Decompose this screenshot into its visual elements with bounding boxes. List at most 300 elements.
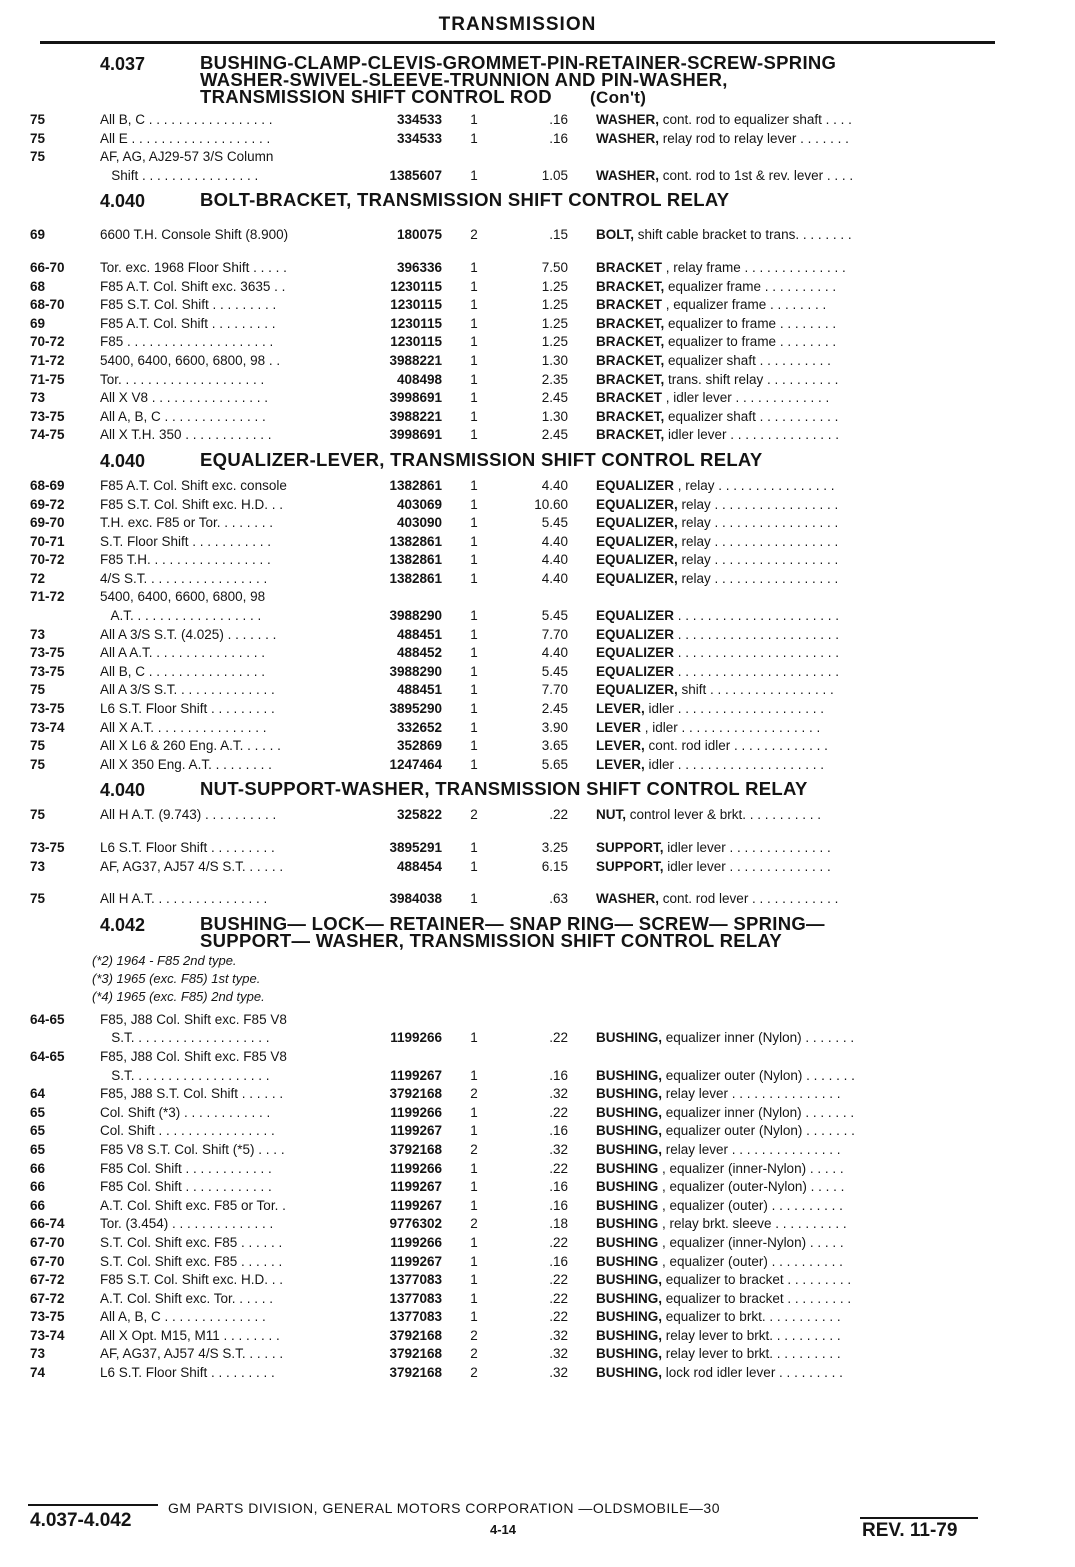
price: 2.35	[541, 371, 568, 387]
price: 5.45	[541, 515, 568, 531]
section-number: 4.040	[100, 780, 146, 801]
section-heading	[30, 191, 1005, 212]
model-year: 68-70	[30, 297, 65, 313]
quantity: 1	[470, 371, 478, 387]
section-title-line	[200, 778, 1005, 800]
part-name: LEVER,	[596, 701, 645, 717]
parts-listing	[30, 50, 1005, 1389]
parts-rows	[30, 1011, 1005, 1383]
application: Tor. (3.454) . . . . . . . . . . . . . .	[100, 1216, 274, 1232]
model-year: 69	[30, 227, 46, 243]
quantity: 1	[470, 840, 478, 855]
part-number: 403069	[396, 496, 442, 512]
part-detail: idler lever . . . . . . . . . . . . . .	[663, 840, 831, 855]
part-number: 1199267	[390, 1067, 442, 1083]
parts-rows	[30, 111, 1005, 185]
section-number: 4.040	[100, 450, 146, 471]
part-number: 1385607	[389, 167, 442, 183]
part-detail: . . . . . . . . . . . . . . . . . . . . . .	[674, 663, 840, 679]
part-name: BUSHING	[596, 1253, 659, 1269]
model-year: 67-72	[30, 1272, 65, 1288]
price: 5.45	[541, 608, 568, 624]
part-name: EQUALIZER,	[596, 570, 678, 586]
section-heading	[30, 54, 1005, 106]
price: .16	[549, 112, 568, 127]
model-year: 75	[30, 112, 46, 127]
part-detail: equalizer shaft . . . . . . . . . . .	[664, 408, 839, 424]
model-year: 72	[30, 570, 46, 586]
price: 7.70	[541, 626, 568, 642]
part-number: 1377083	[389, 1272, 442, 1288]
description	[568, 477, 988, 496]
part-detail: control lever & brkt. . . . . . . . . . .	[626, 807, 822, 823]
section	[30, 912, 1005, 1383]
price: .18	[549, 1216, 568, 1232]
table-row	[30, 259, 1005, 278]
price: .32	[549, 1346, 568, 1362]
part-number: 1382861	[389, 533, 442, 549]
application: F85 A.T. Col. Shift exc. 3635 . .	[100, 278, 286, 294]
description	[568, 1141, 988, 1160]
description	[568, 839, 988, 858]
price: .32	[549, 1365, 568, 1381]
model-year: 67-70	[30, 1234, 65, 1250]
table-row	[30, 1048, 1005, 1067]
footnote: (*2) 1964 - F85 2nd type.	[92, 952, 237, 968]
part-name: BRACKET,	[596, 427, 665, 443]
table-row	[30, 1029, 1005, 1048]
model-year: 66	[30, 1197, 46, 1213]
part-detail: . . . . . . . . . . . . . . . . . . . . . .	[674, 645, 840, 661]
description	[568, 570, 988, 589]
application: A.T. . . . . . . . . . . . . . . . . .	[100, 608, 262, 624]
model-year: 73-75	[30, 408, 65, 424]
part-detail: equalizer frame . . . . . . . . . .	[664, 278, 837, 294]
part-number: 1199266	[390, 1234, 442, 1250]
model-year: 71-72	[30, 352, 65, 368]
footnotes	[92, 952, 1005, 1006]
part-number: 488454	[396, 858, 442, 874]
part-number: 3895290	[389, 701, 442, 717]
price: .22	[549, 807, 568, 823]
model-year: 66-70	[30, 259, 65, 275]
part-detail: equalizer outer (Nylon) . . . . . . .	[662, 1123, 855, 1139]
part-detail: relay . . . . . . . . . . . . . . . . .	[677, 552, 839, 568]
part-number: 3988221	[389, 408, 442, 424]
application: S.T. Col. Shift exc. F85 . . . . . .	[100, 1253, 283, 1269]
table-row	[30, 111, 1005, 130]
description	[568, 551, 988, 570]
part-detail: , relay frame . . . . . . . . . . . . . .	[662, 259, 846, 275]
description	[568, 496, 988, 515]
section-title-text: EQUALIZER-LEVER, TRANSMISSION SHIFT CONTROL RELAY	[200, 448, 763, 470]
section	[30, 54, 1005, 185]
application: All A 3/S S.T. . . . . . . . . . . . . .	[100, 682, 275, 698]
quantity: 2	[470, 1141, 478, 1157]
section-number: 4.042	[100, 914, 146, 935]
part-number: 3998691	[389, 390, 442, 406]
section-title-text: BUSHING— LOCK— RETAINER— SNAP RING— SCREW— SPRING—	[200, 912, 825, 934]
section-title-text: WASHER-SWIVEL-SLEEVE-TRUNNION AND PIN-WASHER,	[200, 69, 728, 90]
part-detail: equalizer to bracket . . . . . . . . .	[662, 1272, 852, 1288]
table-row	[30, 226, 1005, 245]
part-number: 403090	[396, 515, 442, 531]
quantity: 1	[470, 1179, 478, 1195]
part-name: BUSHING,	[596, 1067, 663, 1083]
model-year: 70-72	[30, 334, 65, 350]
application: 5400, 6400, 6600, 6800, 98	[100, 589, 266, 605]
part-number: 1377083	[389, 1309, 442, 1325]
part-detail: relay lever to brkt. . . . . . . . . .	[662, 1327, 841, 1343]
part-name: WASHER,	[596, 112, 660, 127]
application: F85 A.T. Col. Shift . . . . . . . . .	[100, 315, 276, 331]
application: F85 S.T. Col. Shift exc. H.D. . .	[100, 1272, 284, 1288]
application: F85, J88 Col. Shift exc. F85 V8	[100, 1011, 287, 1027]
model-year: 73	[30, 390, 46, 406]
table-row	[30, 315, 1005, 334]
table-row	[30, 737, 1005, 756]
table-row	[30, 1290, 1005, 1309]
application: Tor. . . . . . . . . . . . . . . . . . . .	[100, 371, 265, 387]
part-detail: relay . . . . . . . . . . . . . . . . .	[677, 496, 839, 512]
part-number: 334533	[396, 130, 442, 146]
application: F85, J88 Col. Shift exc. F85 V8	[100, 1048, 287, 1064]
model-year: 70-72	[30, 552, 65, 568]
section-title-text: TRANSMISSION SHIFT CONTROL ROD	[200, 86, 552, 107]
description	[568, 130, 988, 149]
model-year: 64-65	[30, 1048, 65, 1064]
table-row	[30, 1271, 1005, 1290]
part-name: EQUALIZER	[596, 477, 675, 493]
application: L6 S.T. Floor Shift . . . . . . . . .	[100, 840, 275, 855]
parts-rows	[30, 806, 1005, 908]
price: 1.30	[541, 408, 568, 424]
part-number: 1199267	[390, 1253, 442, 1269]
price: .63	[549, 891, 568, 907]
application: Col. Shift (*3) . . . . . . . . . . . .	[100, 1104, 271, 1120]
part-detail: idler lever . . . . . . . . . . . . . .	[663, 858, 831, 874]
price: 10.60	[534, 496, 568, 512]
model-year: 65	[30, 1123, 46, 1139]
description	[568, 756, 988, 775]
application: AF, AG, AJ29-57 3/S Column	[100, 149, 274, 165]
table-row	[30, 1178, 1005, 1197]
price: .22	[549, 1030, 568, 1046]
price: .22	[549, 1160, 568, 1176]
application: Tor. exc. 1968 Floor Shift . . . . .	[100, 259, 287, 275]
quantity: 1	[470, 112, 478, 127]
table-row	[30, 756, 1005, 775]
part-name: LEVER,	[596, 756, 645, 772]
section	[30, 448, 1005, 775]
model-year: 75	[30, 149, 46, 165]
application: F85 V8 S.T. Col. Shift (*5) . . . .	[100, 1141, 285, 1157]
quantity: 1	[470, 738, 478, 754]
application: AF, AG37, AJ57 4/S S.T. . . . . .	[100, 858, 284, 874]
model-year: 69-72	[30, 496, 65, 512]
part-detail: , equalizer (inner-Nylon) . . . . .	[658, 1160, 844, 1176]
part-name: BRACKET,	[596, 408, 665, 424]
application: L6 S.T. Floor Shift . . . . . . . . .	[100, 1365, 275, 1381]
quantity: 2	[470, 1216, 478, 1232]
price: 2.45	[541, 701, 568, 717]
table-row	[30, 551, 1005, 570]
part-name: WASHER,	[596, 167, 660, 183]
application: All H A.T. . . . . . . . . . . . . . . .	[100, 891, 268, 907]
part-name: LEVER	[596, 719, 642, 735]
application: All X T.H. 350 . . . . . . . . . . . .	[100, 427, 272, 443]
quantity: 1	[470, 259, 478, 275]
part-number: 488451	[396, 682, 442, 698]
quantity: 2	[470, 1365, 478, 1381]
table-row	[30, 130, 1005, 149]
description	[568, 700, 988, 719]
price: 7.50	[541, 259, 568, 275]
quantity: 1	[470, 130, 478, 146]
model-year: 67-70	[30, 1253, 65, 1269]
part-number: 1199267	[390, 1179, 442, 1195]
application: A.T. Col. Shift exc. F85 or Tor. .	[100, 1197, 286, 1213]
model-year: 74	[30, 1365, 46, 1381]
application: AF, AG37, AJ57 4/S S.T. . . . . .	[100, 1346, 284, 1362]
part-detail: equalizer shaft . . . . . . . . . .	[664, 352, 831, 368]
description	[568, 1067, 988, 1086]
part-detail: . . . . . . . . . . . . . . . . . . . . . .	[674, 626, 840, 642]
part-name: BRACKET	[596, 390, 662, 406]
model-year: 68	[30, 278, 46, 294]
model-year: 73	[30, 1346, 46, 1362]
price: .15	[549, 227, 568, 243]
part-number: 334533	[396, 112, 442, 127]
part-number: 1230115	[390, 334, 442, 350]
price: .32	[549, 1086, 568, 1102]
quantity: 2	[470, 1086, 478, 1102]
footnote: (*4) 1965 (exc. F85) 2nd type.	[92, 988, 265, 1004]
price: 7.70	[541, 682, 568, 698]
table-row	[30, 681, 1005, 700]
description	[568, 426, 988, 445]
part-detail: equalizer inner (Nylon) . . . . . . .	[662, 1030, 855, 1046]
part-number: 3792168	[389, 1346, 442, 1362]
part-detail: equalizer to bracket . . . . . . . . .	[662, 1290, 852, 1306]
price: .16	[549, 130, 568, 146]
part-detail: , equalizer (inner-Nylon) . . . . .	[658, 1234, 844, 1250]
part-name: BRACKET,	[596, 315, 665, 331]
table-row	[30, 1104, 1005, 1123]
application: F85, J88 S.T. Col. Shift . . . . . .	[100, 1086, 284, 1102]
quantity: 1	[470, 315, 478, 331]
part-name: EQUALIZER	[596, 645, 675, 661]
part-name: BUSHING,	[596, 1086, 663, 1102]
header-rule	[40, 41, 995, 44]
part-detail: relay rod to relay lever . . . . . . .	[659, 130, 849, 146]
part-detail: relay . . . . . . . . . . . . . . . . .	[677, 515, 839, 531]
description	[568, 1308, 988, 1327]
part-number: 408498	[396, 371, 442, 387]
section-heading	[30, 912, 1005, 951]
part-number: 352869	[396, 738, 442, 754]
application: S.T. . . . . . . . . . . . . . . . . . .	[100, 1030, 270, 1046]
section-title-text: BOLT-BRACKET, TRANSMISSION SHIFT CONTROL RELAY	[200, 189, 730, 211]
description	[568, 681, 988, 700]
part-detail: relay lever . . . . . . . . . . . . . . .	[662, 1086, 841, 1102]
part-name: BUSHING,	[596, 1309, 663, 1325]
part-detail: cont. rod to equalizer shaft . . . .	[659, 112, 852, 127]
price: .16	[549, 1123, 568, 1139]
model-year: 75	[30, 756, 46, 772]
part-detail: , equalizer (outer) . . . . . . . . . .	[658, 1197, 843, 1213]
table-row	[30, 1234, 1005, 1253]
description	[568, 111, 988, 130]
price: 2.45	[541, 427, 568, 443]
description	[568, 737, 988, 756]
part-name: EQUALIZER	[596, 608, 675, 624]
model-year: 65	[30, 1141, 46, 1157]
table-row	[30, 1160, 1005, 1179]
quantity: 1	[470, 682, 478, 698]
model-year: 75	[30, 130, 46, 146]
part-number: 1247464	[389, 756, 442, 772]
part-number: 1230115	[390, 297, 442, 313]
part-name: BRACKET,	[596, 278, 665, 294]
model-year: 66	[30, 1179, 46, 1195]
model-year: 73-75	[30, 645, 65, 661]
part-name: BUSHING	[596, 1234, 659, 1250]
table-row	[30, 1327, 1005, 1346]
application: Col. Shift . . . . . . . . . . . . . . . .	[100, 1123, 275, 1139]
part-number: 1382861	[389, 570, 442, 586]
application: 4/S S.T. . . . . . . . . . . . . . . . .	[100, 570, 268, 586]
application: F85 T.H. . . . . . . . . . . . . . . . .	[100, 552, 271, 568]
price: .32	[549, 1327, 568, 1343]
quantity: 1	[470, 1253, 478, 1269]
section-title	[200, 780, 1005, 801]
quantity: 1	[470, 427, 478, 443]
description	[568, 1029, 988, 1048]
part-name: BUSHING	[596, 1216, 659, 1232]
application: Shift . . . . . . . . . . . . . . . .	[100, 167, 259, 183]
description	[568, 226, 988, 245]
price: .16	[549, 1253, 568, 1269]
description	[568, 806, 988, 825]
application: All X L6 & 260 Eng. A.T. . . . . .	[100, 738, 281, 754]
price: 3.90	[541, 719, 568, 735]
part-number: 396336	[396, 259, 442, 275]
table-row	[30, 1215, 1005, 1234]
application: F85 S.T. Col. Shift . . . . . . . . .	[100, 297, 277, 313]
part-detail: , relay . . . . . . . . . . . . . . . .	[674, 477, 835, 493]
part-number: 3895291	[389, 840, 442, 855]
application: S.T. Floor Shift . . . . . . . . . . .	[100, 533, 272, 549]
quantity: 1	[470, 701, 478, 717]
table-row	[30, 719, 1005, 738]
part-detail: relay . . . . . . . . . . . . . . . . .	[677, 570, 839, 586]
part-name: LEVER,	[596, 738, 645, 754]
section	[30, 191, 1005, 445]
page-title: TRANSMISSION	[438, 14, 597, 35]
model-year: 73-75	[30, 701, 65, 717]
model-year: 73-75	[30, 1309, 65, 1325]
description	[568, 1085, 988, 1104]
description	[568, 1345, 988, 1364]
table-row	[30, 477, 1005, 496]
quantity: 1	[470, 1030, 478, 1046]
part-name: EQUALIZER,	[596, 496, 678, 512]
footnote: (*3) 1965 (exc. F85) 1st type.	[92, 970, 261, 986]
price: 1.25	[541, 297, 568, 313]
quantity: 1	[470, 645, 478, 661]
quantity: 1	[470, 552, 478, 568]
description	[568, 1290, 988, 1309]
quantity: 1	[470, 1290, 478, 1306]
application: All X V8 . . . . . . . . . . . . . . . .	[100, 390, 269, 406]
table-row	[30, 644, 1005, 663]
part-name: BRACKET,	[596, 371, 665, 387]
quantity: 1	[470, 756, 478, 772]
model-year: 74-75	[30, 427, 65, 443]
section-heading	[30, 448, 1005, 472]
quantity: 1	[470, 1234, 478, 1250]
price: 1.25	[541, 315, 568, 331]
price: 4.40	[541, 533, 568, 549]
application: T.H. exc. F85 or Tor. . . . . . . .	[100, 515, 274, 531]
model-year: 64	[30, 1086, 46, 1102]
application: All X Opt. M15, M11 . . . . . . . .	[100, 1327, 280, 1343]
table-row	[30, 1308, 1005, 1327]
table-row	[30, 1197, 1005, 1216]
quantity: 1	[470, 390, 478, 406]
description	[568, 663, 988, 682]
description	[568, 514, 988, 533]
price: .16	[549, 1067, 568, 1083]
part-number: 1230115	[390, 278, 442, 294]
table-row	[30, 1364, 1005, 1383]
quantity: 1	[470, 1067, 478, 1083]
model-year: 68-69	[30, 477, 65, 493]
model-year: 73-74	[30, 1327, 65, 1343]
price: 3.25	[541, 840, 568, 855]
price: 4.40	[541, 552, 568, 568]
footer-revision: REV. 11-79	[862, 1520, 958, 1541]
part-detail: equalizer inner (Nylon) . . . . . . .	[662, 1104, 855, 1120]
model-year: 73-74	[30, 719, 65, 735]
table-row	[30, 890, 1005, 909]
part-number: 180075	[396, 227, 442, 243]
price: 1.30	[541, 352, 568, 368]
application: All A, B, C . . . . . . . . . . . . . .	[100, 1309, 266, 1325]
price: 3.65	[541, 738, 568, 754]
model-year: 73	[30, 858, 46, 874]
part-detail: , idler . . . . . . . . . . . . . . . . . . .	[641, 719, 821, 735]
application: L6 S.T. Floor Shift . . . . . . . . .	[100, 701, 275, 717]
model-year: 75	[30, 807, 46, 823]
part-name: BUSHING,	[596, 1346, 663, 1362]
description	[568, 1271, 988, 1290]
footer-page-number: 4-14	[490, 1522, 517, 1537]
table-row	[30, 167, 1005, 186]
part-number: 3988290	[389, 608, 442, 624]
part-number: 3988290	[389, 663, 442, 679]
part-name: WASHER,	[596, 891, 660, 907]
quantity: 2	[470, 1327, 478, 1343]
application: All A, B, C . . . . . . . . . . . . . .	[100, 408, 266, 424]
model-year: 69-70	[30, 515, 65, 531]
price: .32	[549, 1141, 568, 1157]
part-detail: shift cable bracket to trans. . . . . . . .	[634, 227, 852, 243]
part-number: 9776302	[389, 1216, 442, 1232]
application: S.T. Col. Shift exc. F85 . . . . . .	[100, 1234, 283, 1250]
part-name: EQUALIZER,	[596, 552, 678, 568]
